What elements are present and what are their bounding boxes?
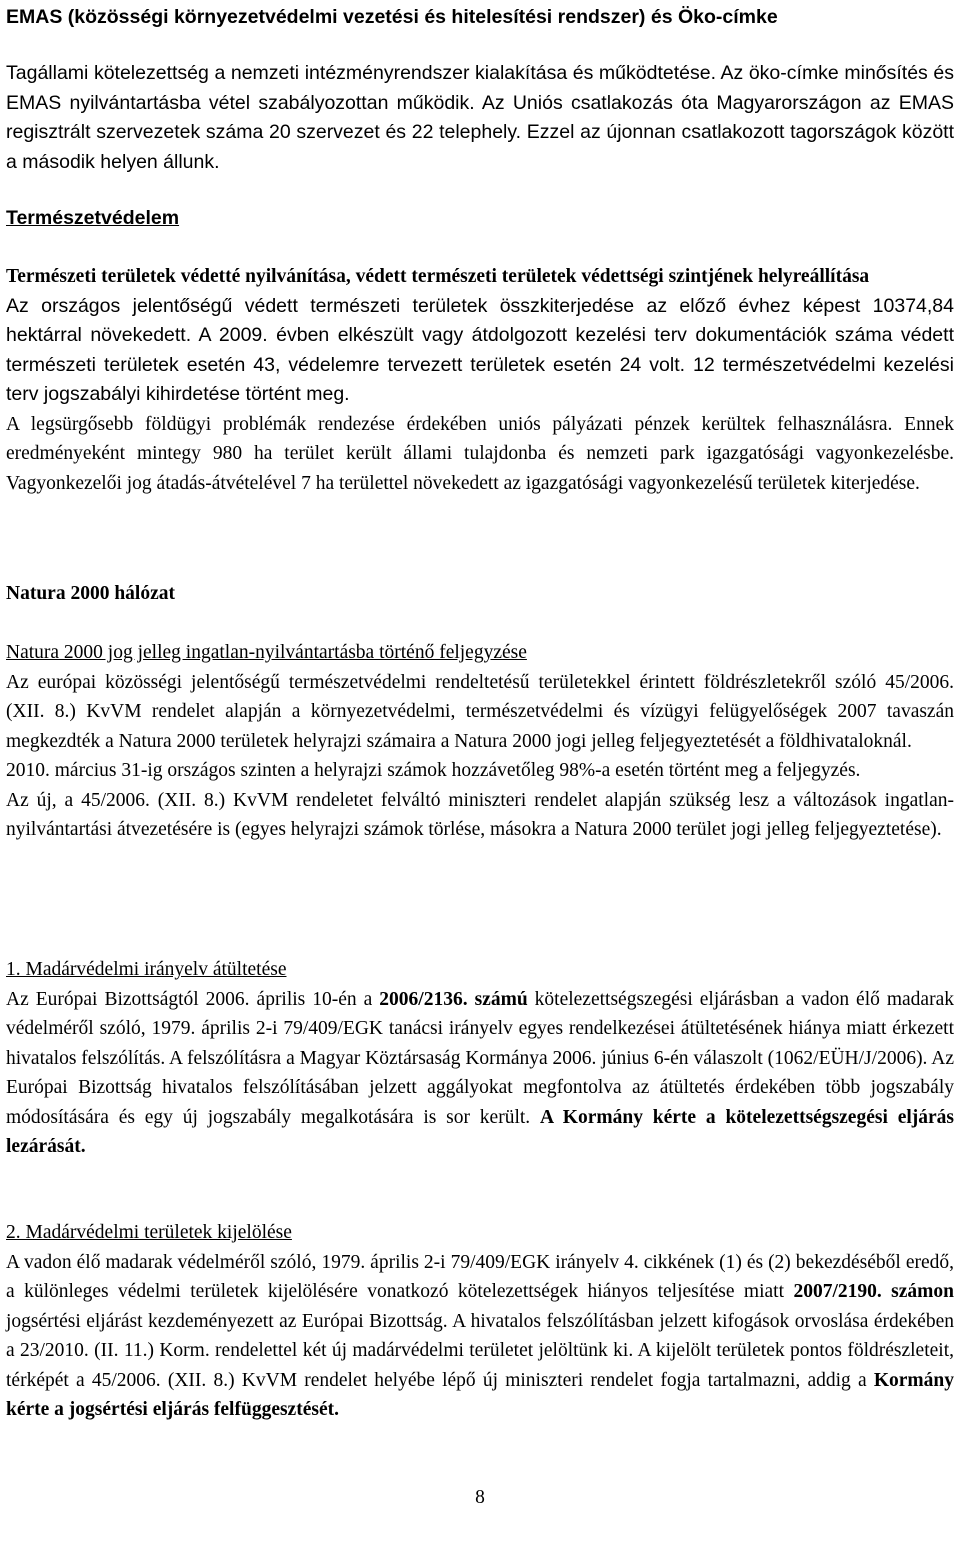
madar1-heading: 1. Madárvédelmi irányelv átültetése (6, 959, 287, 980)
madar2-case-number: 2007/2190. számon (793, 1281, 954, 1302)
termeszetvedelem-heading: Természetvédelem (6, 207, 180, 229)
madar1-text-a: Az Európai Bizottságtól 2006. április 10-én a (6, 988, 380, 1010)
madar2-paragraph (6, 1248, 954, 1425)
emas-paragraph: Tagállami kötelezettség a nemzeti intézményrendszer kialakítása és működtetése. Az öko-címke minősítés és EMAS nyilvántartásba vétel szabályozottan működik. Az Uniós csatlakozás óta Magyarországon az EMAS regisztrált szervezetek száma 20 szervezet és 22 telephely. Ezzel az újonnan csatlakozott tagországok között a második helyen állunk. (6, 62, 954, 173)
madar2-heading: 2. Madárvédelmi területek kijelölése (6, 1222, 292, 1243)
emas-section (6, 59, 954, 177)
madar1-conclusion: A Kormány kérte a kötelezettségszegési eljárás lezárását. (6, 1106, 955, 1157)
natura-subheading: Natura 2000 jog jelleg ingatlan-nyilvántartásba történő feljegyzése (6, 642, 527, 663)
natura-heading: Natura 2000 hálózat (6, 583, 175, 604)
termeszetvedelem-paragraph-1: Az országos jelentőségű védett természeti területek összkiterjedése az előző évhez képest 10374,84 hektárral növekedett. A 2009. évben elkészült vagy átdolgozott kezelési terv dokumentációk száma védett természeti területek esetén 43, védelemre tervezett területek esetén 24 volt. 12 természetvédelmi kezelési terv jogszabályi kihirdetése történt meg. (6, 294, 954, 405)
madar2-text-a: A vadon élő madarak védelméről szóló, 1979. április 2-i 79/409/EGK irányelv 4. cikkének (1) és (2) bekezdéséből eredő, a különleges védelmi területek kijelölésére vonatkozó kötelezettségek hiányos teljesítése miatt (6, 1251, 954, 1302)
termeszetvedelem-heading-block (6, 204, 954, 234)
natura-paragraph-2: 2010. március 31-ig országos szinten a helyrajzi számok hozzávetőleg 98%-a esetén történt meg a feljegyzés. (6, 760, 861, 781)
natura-heading-block (6, 579, 954, 609)
madar1-section (6, 955, 954, 1162)
natura-section (6, 638, 954, 845)
madar2-section (6, 1218, 954, 1425)
madar1-text-c: kötelezettségszegési eljárásban a vadon élő madarak védelméről szóló, 1979. április 2-i 79/409/EGK tanácsi irányelv egyes rendelkezései átültetésének hiánya miatt érkezett hivatalos felszólítás. A felszólításra a Magyar Köztársaság Kormánya 2006. június 6-én válaszolt (1062/EÜH/J/2006). Az Európai Bizottság hivatalos felszólításában jelzett aggályokat megfontolva az átültetés érdekében több jogszabály módosítására és egy új jogszabály megalkotására is sor került. (6, 988, 954, 1128)
page-title: EMAS (közösségi környezetvédelmi vezetési és hitelesítési rendszer) és Öko-címke (6, 6, 778, 28)
madar1-paragraph (6, 985, 954, 1162)
termeszetvedelem-paragraph-2: A legsürgősebb földügyi problémák rendezése érdekében uniós pályázati pénzek kerültek felhasználásra. Ennek eredményeként mintegy 980 ha terület került állami tulajdonba és nemzeti park igazgatósági vagyonkezelésbe. Vagyonkezelői jog átadás-átvételével 7 ha területtel növekedett az igazgatósági vagyonkezelésű területek kiterjedése. (6, 413, 954, 494)
termeszetvedelem-section (6, 262, 954, 498)
madar2-text-c: jogsértési eljárást kezdeményezett az Európai Bizottság. A hivatalos felszólításban jelzett kifogások orvoslása érdekében a 23/2010. (II. 11.) Korm. rendelettel két új madárvédelmi területet jelöltünk ki. A kijelölt területek pontos földrészleteit, térképét a 45/2006. (XII. 8.) KvVM rendelet helyébe lépő új miniszteri rendelet fogja tartalmazni, addig a (6, 1310, 954, 1391)
termeszetvedelem-subheading: Természeti területek védetté nyilvánítása, védett természeti területek védettségi szintjének helyreállítása (6, 266, 870, 287)
page-number: 8 (475, 1487, 485, 1508)
natura-paragraph-3: Az új, a 45/2006. (XII. 8.) KvVM rendeletet felváltó miniszteri rendelet alapján szükség lesz a változások ingatlan-nyilvántartási átvezetésére is (egyes helyrajzi számok törlése, másokra a Natura 2000 terület jogi jelleg feljegyeztetése). (6, 789, 954, 840)
madar2-conclusion: Kormány kérte a jogsértési eljárás felfüggesztését. (6, 1369, 954, 1420)
madar1-case-number: 2006/2136. számú (379, 988, 528, 1010)
natura-paragraph-1: Az európai közösségi jelentőségű természetvédelmi rendeltetésű területekkel érintett földrészletekről szóló 45/2006. (XII. 8.) KvVM rendelet alapján a környezetvédelmi, természetvédelmi és vízügyi felügyelőségek 2007 tavaszán megkezdték a Natura 2000 területek helyrajzi számaira a Natura 2000 jogi jelleg feljegyeztetését a földhivataloknál. (6, 671, 954, 752)
